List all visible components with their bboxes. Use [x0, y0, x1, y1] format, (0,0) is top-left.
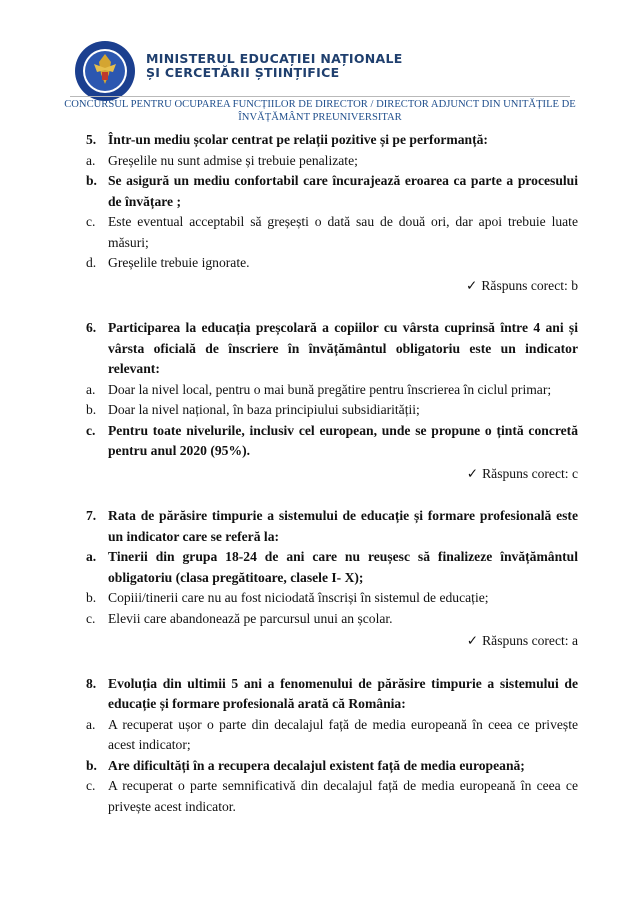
correct-answer-text: Răspuns corect: c [482, 465, 578, 481]
correct-answer [86, 464, 578, 485]
checkmark-icon: ✓ [466, 633, 479, 648]
questions-list [86, 130, 578, 839]
answer-option [86, 756, 578, 777]
option-letter: b. [86, 590, 97, 605]
option-text: Copiii/tinerii care nu au fost niciodată înscriși în sistemul de educație; [108, 590, 489, 605]
option-letter: a. [86, 381, 96, 397]
question [86, 506, 578, 547]
answer-option [86, 400, 578, 421]
correct-answer [86, 276, 578, 297]
header-divider [70, 96, 570, 97]
question-text: Evoluția din ultimii 5 ani a fenomenului de părăsire timpurie a sistemului de educație și formare profesională arată că România: [108, 675, 578, 711]
answer-option [86, 776, 578, 817]
option-text: Este eventual acceptabil să greșești o dată sau de două ori, dar apoi trebuie luate măsuri; [108, 214, 578, 250]
question [86, 674, 578, 715]
answer-option [86, 380, 578, 401]
correct-answer-text: Răspuns corect: b [481, 277, 578, 293]
option-text: Se asigură un mediu confortabil care încurajează eroarea ca parte a procesului de învățare ; [108, 173, 578, 209]
option-text: Are dificultăți în a recupera decalajul existent față de media europeană; [108, 757, 525, 773]
contest-line-2: ÎNVĂȚĂMÂNT PREUNIVERSITAR [238, 111, 402, 123]
question-text: Participarea la educația preșcolară a copiilor cu vârsta cuprinsă între 4 ani și vârsta oficială de înscriere în învățământul obligatoriu este un indicator relevant: [108, 320, 578, 376]
contest-line-1: CONCURSUL PENTRU OCUPAREA FUNCȚIILOR DE DIRECTOR / DIRECTOR ADJUNCT DIN UNITĂȚILE DE [64, 99, 576, 110]
option-text: Elevii care abandonează pe parcursul unui an școlar. [108, 610, 393, 626]
option-letter: c. [86, 778, 96, 793]
contest-title [62, 99, 578, 124]
question [86, 130, 578, 151]
option-text: A recuperat ușor o parte din decalajul față de media europeană în ceea ce privește acest indicator; [108, 716, 578, 752]
government-seal-icon [74, 40, 136, 102]
option-letter: c. [86, 422, 96, 438]
ministry-line-1: MINISTERUL EDUCAȚIEI NAȚIONALE [146, 51, 403, 66]
question-number: 5. [86, 132, 97, 147]
checkmark-icon: ✓ [466, 465, 479, 481]
option-text: Doar la nivel local, pentru o mai bună pregătire pentru înscrierea în ciclul primar; [108, 381, 552, 397]
answer-option [86, 547, 578, 588]
answer-option [86, 151, 578, 172]
answer-option [86, 715, 578, 756]
option-letter: a. [86, 152, 96, 168]
page-header [0, 0, 638, 123]
option-text: Greșelile nu sunt admise și trebuie penalizate; [108, 152, 358, 168]
answer-option [86, 212, 578, 253]
option-letter: a. [86, 549, 97, 564]
question-block [86, 506, 578, 652]
question [86, 318, 578, 380]
answer-option [86, 171, 578, 212]
question-text: Rata de părăsire timpurie a sistemului de educație și formare profesională este un indicator care se referă la: [108, 508, 578, 544]
answer-option [86, 609, 578, 630]
option-text: Tinerii din grupa 18-24 de ani care nu reușesc să finalizeze învățământul obligatoriu (clasa pregătitoare, clasele I- X); [108, 549, 578, 585]
answer-option [86, 588, 578, 609]
question-number: 6. [86, 320, 97, 335]
option-letter: b. [86, 173, 97, 188]
option-text: Doar la nivel național, în baza principiului subsidiarității; [108, 402, 420, 417]
option-text: A recuperat o parte semnificativă din decalajul față de media europeană în ceea ce privește acest indicator. [108, 778, 578, 814]
option-letter: a. [86, 716, 96, 732]
question-block [86, 674, 578, 818]
correct-answer [86, 631, 578, 652]
option-text: Pentru toate nivelurile, inclusiv cel european, unde se propune o țintă concretă pentru anul 2020 (95%). [108, 422, 578, 458]
correct-answer-text: Răspuns corect: a [482, 633, 578, 648]
question-block [86, 130, 578, 296]
checkmark-icon: ✓ [465, 277, 478, 293]
option-letter: c. [86, 610, 96, 626]
question-text: Într-un mediu școlar centrat pe relații pozitive și pe performanță: [108, 132, 488, 147]
option-text: Greșelile trebuie ignorate. [108, 255, 250, 270]
option-letter: c. [86, 214, 96, 229]
question-number: 8. [86, 675, 97, 691]
option-letter: b. [86, 402, 97, 417]
ministry-line-2: ȘI CERCETĂRII ȘTIINȚIFICE [146, 65, 340, 80]
question-block [86, 318, 578, 484]
option-letter: d. [86, 255, 97, 270]
answer-option [86, 421, 578, 462]
question-number: 7. [86, 508, 97, 523]
option-letter: b. [86, 757, 97, 773]
ministry-name [146, 52, 403, 80]
answer-option [86, 253, 578, 274]
